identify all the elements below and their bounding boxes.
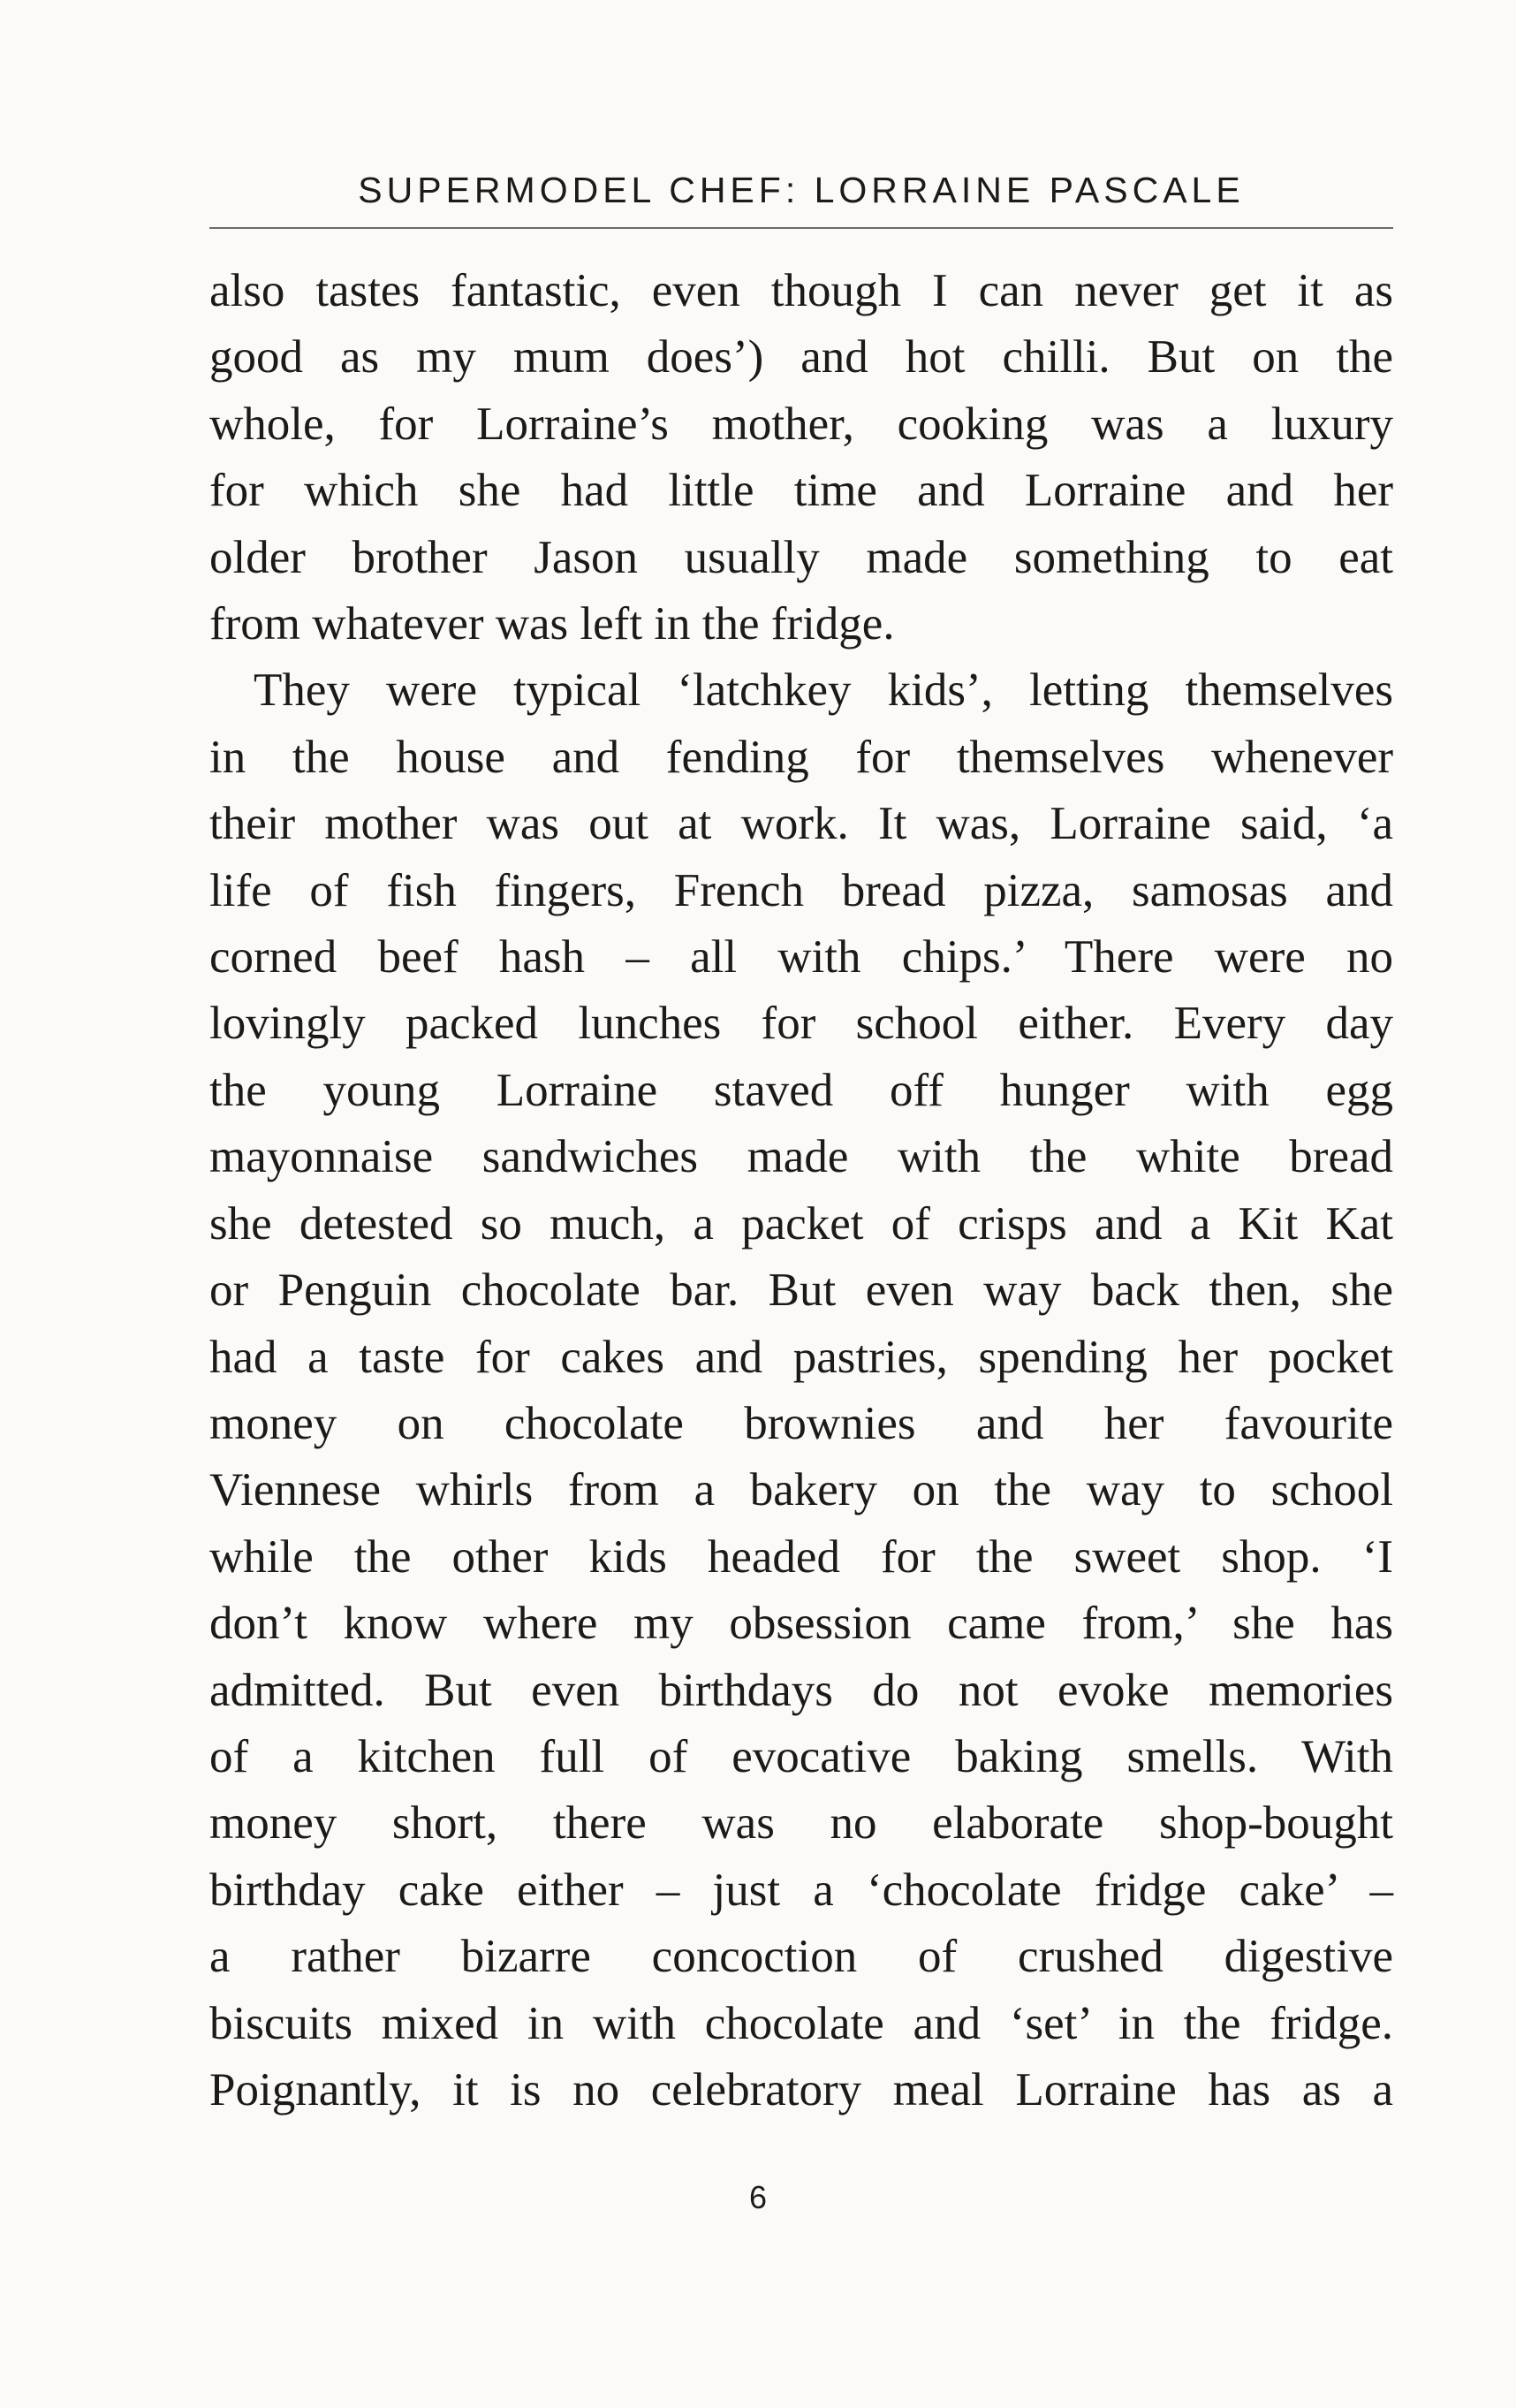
text-line: had a taste for cakes and pastries, spending her pocket [209,1331,1393,1383]
header-rule [209,227,1393,229]
text-line: of a kitchen full of evocative baking smells. With [209,1730,1393,1782]
body-text [209,258,1393,2123]
running-head: SUPERMODEL CHEF: LORRAINE PASCALE [358,170,1245,210]
text-line: from whatever was left in the fridge. [209,598,895,650]
page-number: 6 [748,2179,768,2215]
paragraph-2 [209,657,1393,2123]
text-line: admitted. But even birthdays do not evoke memories [209,1664,1393,1716]
text-line: whole, for Lorraine’s mother, cooking was a luxury [209,398,1393,450]
text-line: a rather bizarre concoction of crushed digestive [209,1931,1393,1983]
text-line: good as my mum does’) and hot chilli. But on the [209,331,1393,384]
text-line: corned beef hash – all with chips.’ There were no [209,931,1393,984]
text-line: also tastes fantastic, even though I can never get it as [209,265,1393,316]
text-line: life of fish fingers, French bread pizza, samosas and [209,864,1393,916]
text-line: in the house and fending for themselves whenever [209,731,1393,783]
text-line: or Penguin chocolate bar. But even way back then, she [209,1265,1393,1317]
text-line: don’t know where my obsession came from,’ she has [209,1598,1393,1650]
text-line: she detested so much, a packet of crisps and a Kit Kat [209,1197,1393,1250]
paragraph-1 [209,258,1393,657]
text-line: the young Lorraine staved off hunger with egg [209,1064,1393,1116]
text-line: older brother Jason usually made something to eat [209,531,1393,583]
text-line: money on chocolate brownies and her favourite [209,1397,1393,1449]
text-line: They were typical ‘latchkey kids’, letting themselves [254,665,1393,717]
text-line: their mother was out at work. It was, Lorraine said, ‘a [209,798,1393,850]
text-line: mayonnaise sandwiches made with the white bread [209,1131,1393,1183]
text-line: while the other kids headed for the sweet shop. ‘I [209,1531,1393,1583]
text-line: birthday cake either – just a ‘chocolate fridge cake’ – [209,1864,1393,1916]
text-line: lovingly packed lunches for school either. Every day [209,998,1393,1050]
text-line: money short, there was no elaborate shop-bought [209,1797,1393,1850]
text-line: Viennese whirls from a bakery on the way to school [209,1464,1393,1516]
text-line: for which she had little time and Lorraine and her [209,465,1393,517]
text-line: Poignantly, it is no celebratory meal Lorraine has as a [209,2063,1393,2116]
text-line: biscuits mixed in with chocolate and ‘set’ in the fridge. [209,1997,1393,2049]
